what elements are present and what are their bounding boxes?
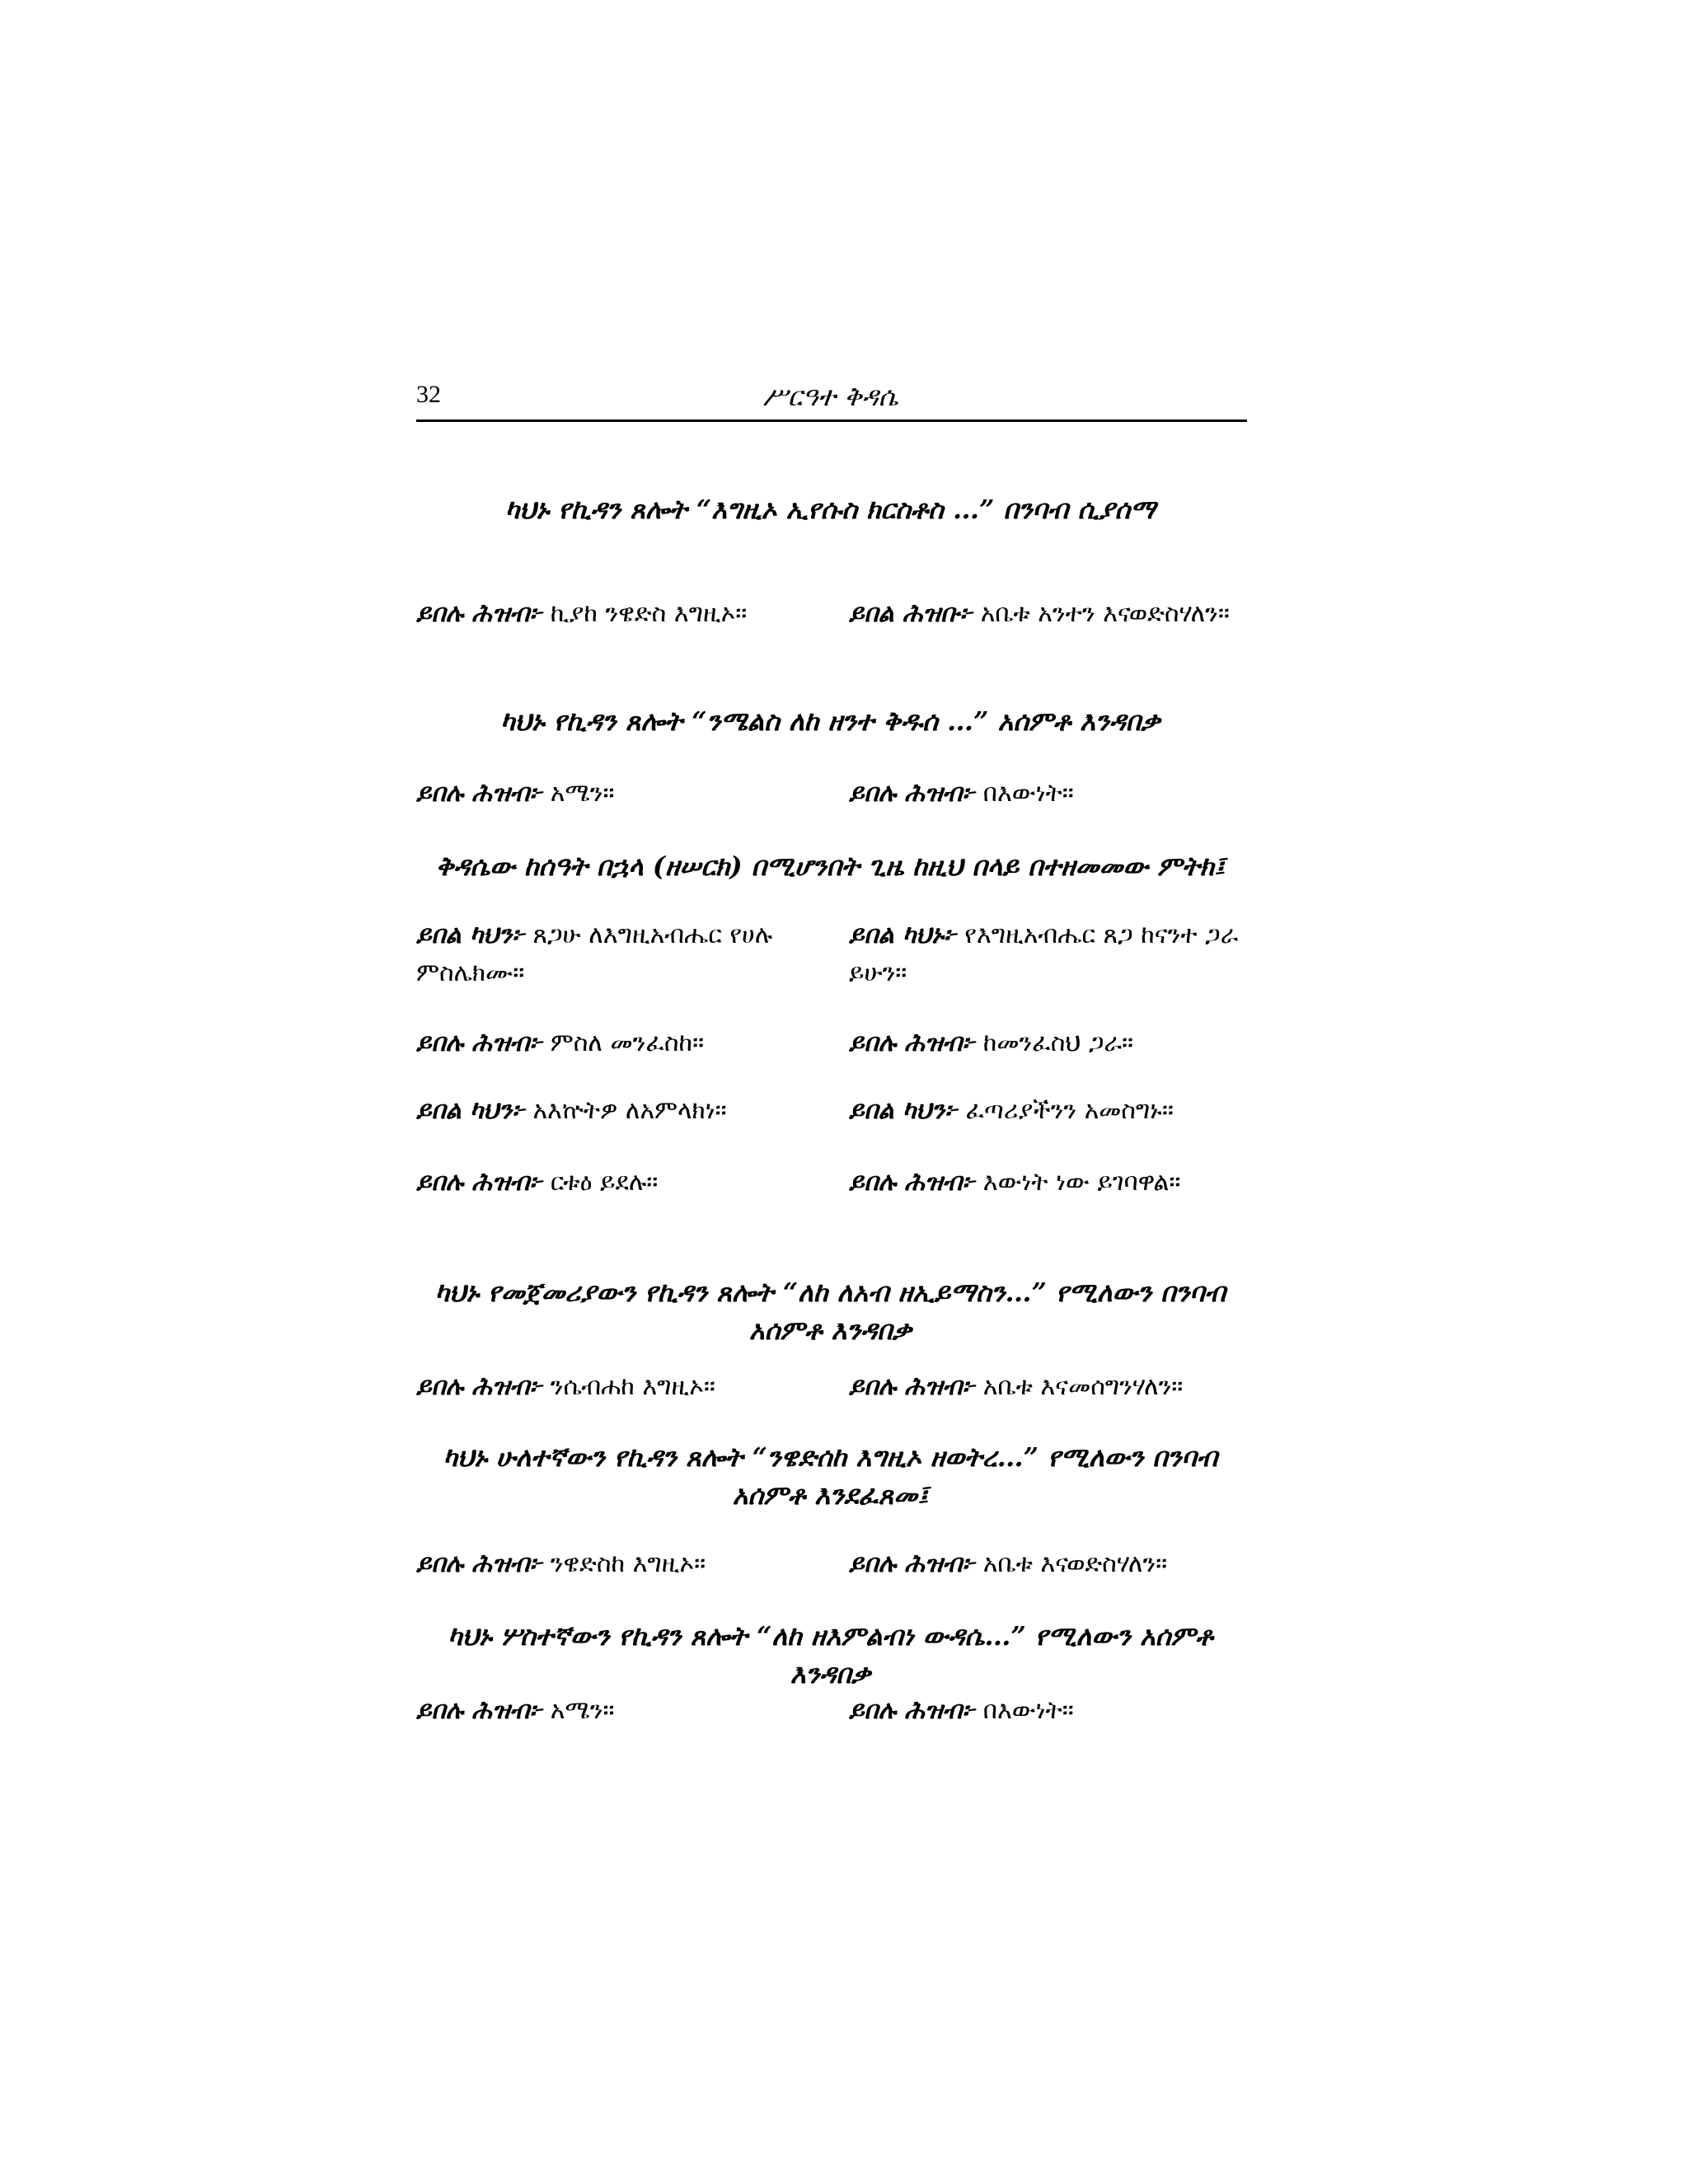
speaker-label: ይበሉ ሕዝብ፦ (416, 1372, 543, 1401)
right-cell (849, 595, 1257, 633)
left-cell (416, 775, 837, 813)
response-text: አቤቱ እናወድስሃለን። (975, 1549, 1168, 1578)
response-text: ርቱዕ ይደሉ። (542, 1168, 659, 1197)
speaker-label: ይበሉ ሕዝብ፦ (416, 1029, 543, 1057)
right-cell (849, 1092, 1257, 1130)
section-heading: ካህኑ ሁለተኛውን የኪዳን ጸሎት “ንዌድሰከ እግዚኦ ዘወትረ…” የሚለውን በንባብ አሰምቶ እንደፈጸመ፤ (443, 1441, 1218, 1511)
left-cell (416, 1368, 837, 1406)
response-text: ኪያከ ንዌድስ እግዚኦ። (542, 599, 748, 628)
speaker-label: ይበሉ ሕዝብ፦ (849, 1372, 976, 1401)
section-heading: ቅዳሴው ከሰዓት በኋላ (ዘሠርክ) በሚሆንበት ጊዜ ከዚህ በላይ በተዘመመው ምትክ፤ (435, 851, 1226, 882)
response-text: በእውነት። (975, 1696, 1074, 1725)
right-cell (849, 916, 1257, 992)
speaker-label: ይበሉ ሕዝብ፦ (849, 1696, 976, 1725)
response-text: አሜን። (542, 779, 615, 808)
response-text: የእግዚአብሔር ጸጋ ከናንተ ጋራ ይሁን። (849, 921, 1239, 987)
response-text: ከመንፈስህ ጋራ። (975, 1029, 1133, 1057)
speaker-label: ይበሉ ሕዝብ፦ (416, 1168, 543, 1197)
response-text: ፈጣሪያችንን አመስግኑ። (957, 1096, 1174, 1125)
right-cell (849, 775, 1257, 813)
response-text: ምስለ መንፈስከ። (542, 1029, 705, 1057)
speaker-label: ይበል ካህን፦ (416, 1096, 525, 1125)
right-cell (849, 1164, 1257, 1202)
speaker-label: ይበሉ ሕዝብ፦ (416, 779, 543, 808)
left-cell (416, 1692, 837, 1730)
speaker-label: ይበሉ ሕዝብ፦ (849, 1168, 976, 1197)
response-text: እውነት ነው ይገባዋል። (975, 1168, 1181, 1197)
response-text: አሜን። (542, 1696, 615, 1725)
response-text: አቤቱ እናመሰግንሃለን። (975, 1372, 1184, 1401)
left-cell (416, 1545, 837, 1583)
left-cell (416, 1164, 837, 1202)
speaker-label: ይበሉ ሕዝብ፦ (416, 599, 543, 628)
left-cell (416, 1024, 837, 1062)
left-cell (416, 1092, 837, 1130)
speaker-label: ይበሉ ሕዝብ፦ (849, 1029, 976, 1057)
right-cell (849, 1024, 1257, 1062)
response-text: ንዌድስከ እግዚኦ። (542, 1549, 706, 1578)
response-text: ንሴብሐከ እግዚኦ። (542, 1372, 715, 1401)
section-heading: ካህኑ ሦስተኛውን የኪዳን ጸሎት “ለከ ዘእምልብነ ውዳሴ…” የሚለውን አሰምቶ እንዳበቃ (448, 1620, 1213, 1690)
section-heading: ካህኑ የኪዳን ጸሎት “ንሜልስ ለከ ዘንተ ቅዱሰ …” አሰምቶ እንዳበቃ (500, 705, 1160, 737)
response-text: በእውነት። (975, 779, 1074, 808)
section-heading: ካህኑ የኪዳን ጸሎት “እግዚኦ ኢየሱስ ክርስቶስ …” በንባብ ሲያሰማ (504, 494, 1156, 525)
response-text: አእኵትዎ ለአምላክነ። (524, 1096, 727, 1125)
left-cell (416, 595, 837, 633)
speaker-label: ይበል ካህን፦ (416, 921, 525, 949)
left-cell (416, 916, 837, 992)
header-rule (416, 419, 1247, 422)
response-text: ጸጋሁ ለእግዚአብሔር የሀሉ ምስሌክሙ። (416, 921, 773, 987)
speaker-label: ይበሉ ሕዝብ፦ (416, 1549, 543, 1578)
speaker-label: ይበል ሕዝቡ፦ (849, 599, 973, 628)
page-number: 32 (416, 381, 441, 408)
running-head: ሥርዓተ ቅዳሴ (762, 381, 898, 412)
right-cell (849, 1545, 1257, 1583)
right-cell (849, 1368, 1257, 1406)
speaker-label: ይበሉ ሕዝብ፦ (849, 779, 976, 808)
response-text: አቤቱ አንተን እናወድስሃለን። (973, 599, 1230, 628)
speaker-label: ይበል ካህኑ፦ (849, 921, 957, 949)
speaker-label: ይበሉ ሕዝብ፦ (416, 1696, 543, 1725)
right-cell (849, 1692, 1257, 1730)
section-heading: ካህኑ የመጀመሪያውን የኪዳን ጸሎት “ለከ ለአብ ዘኢይማስን…” የሚለውን በንባብ አሰምቶ እንዳበቃ (434, 1277, 1226, 1346)
speaker-label: ይበል ካህን፦ (849, 1096, 958, 1125)
speaker-label: ይበሉ ሕዝብ፦ (849, 1549, 976, 1578)
